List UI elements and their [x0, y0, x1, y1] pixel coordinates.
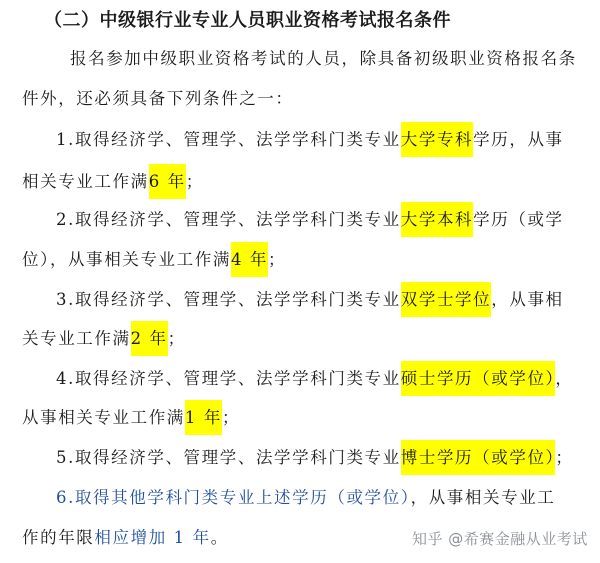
item-2-line-2	[22, 248, 286, 272]
item-1-work-text: 相关专业工作满	[22, 172, 149, 191]
item-6-text-tail: ，从事相关专业工	[410, 488, 556, 507]
item-4-work-text: 从事相关专业工作满	[22, 408, 185, 427]
item-6-line-2	[22, 526, 229, 550]
item-2-work-text: 位），从事相关专业工作满	[22, 250, 231, 269]
item-3-years-highlight: 2 年	[131, 321, 168, 356]
item-3-work-text: 关专业工作满	[22, 329, 131, 348]
item-5-degree-highlight: 博士学历（或学位）	[401, 440, 556, 475]
item-6-line-1	[56, 486, 555, 510]
item-5-end: ；	[555, 448, 574, 467]
item-3-degree-highlight: 双学士学位	[401, 282, 492, 317]
item-4-years-highlight: 1 年	[185, 400, 222, 435]
item-1-text-tail: 学历，从事	[473, 130, 564, 149]
watermark: 知乎 @希赛金融从业考试	[412, 530, 588, 548]
item-1-end: ；	[185, 172, 204, 191]
item-4-text-tail: ，	[555, 369, 574, 388]
item-6-blue-increase: 相应增加 1 年	[94, 528, 211, 547]
item-5-line-1	[56, 446, 574, 470]
item-5-text: 5.取得经济学、管理学、法学学科门类专业	[56, 448, 401, 467]
item-1-line-1	[56, 128, 564, 152]
item-4-end: ；	[221, 408, 241, 427]
item-2-line-1	[56, 208, 564, 232]
item-2-years-highlight: 4 年	[231, 242, 268, 277]
item-3-text-tail: ，从事相	[491, 290, 564, 309]
item-2-end: ；	[268, 250, 287, 269]
item-6-blue-text: 取得其他学科门类专业上述学历（或学位）	[74, 488, 411, 507]
item-4-line-2	[22, 406, 240, 430]
section-heading: （二）中级银行业专业人员职业资格考试报名条件	[44, 10, 451, 31]
item-4-text: 4.取得经济学、管理学、法学学科门类专业	[56, 369, 401, 388]
item-1-degree-highlight: 大学专科	[401, 122, 473, 157]
intro-line-2: 件外，还必须具备下列条件之一：	[22, 89, 294, 108]
item-3-line-1	[56, 288, 564, 312]
item-1-text: 1.取得经济学、管理学、法学学科门类专业	[56, 130, 401, 149]
item-4-degree-highlight: 硕士学历（或学位）	[401, 361, 556, 396]
item-2-degree-highlight: 大学本科	[401, 202, 473, 237]
item-6-prefix: 作的年限	[22, 528, 95, 547]
item-6-end: 。	[210, 528, 229, 547]
item-1-line-2	[22, 170, 204, 194]
item-2-text-tail: 学历（或学	[473, 210, 564, 229]
item-6-number: 6.	[56, 488, 75, 507]
item-3-end: ；	[167, 329, 186, 348]
item-3-line-2	[22, 327, 186, 351]
item-1-years-highlight: 6 年	[149, 164, 186, 199]
item-4-line-1	[56, 367, 574, 391]
item-3-text: 3.取得经济学、管理学、法学学科门类专业	[56, 290, 401, 309]
intro-line-1: 报名参加中级职业资格考试的人员，除具备初级职业资格报名条	[70, 49, 577, 68]
item-2-text: 2.取得经济学、管理学、法学学科门类专业	[56, 210, 401, 229]
